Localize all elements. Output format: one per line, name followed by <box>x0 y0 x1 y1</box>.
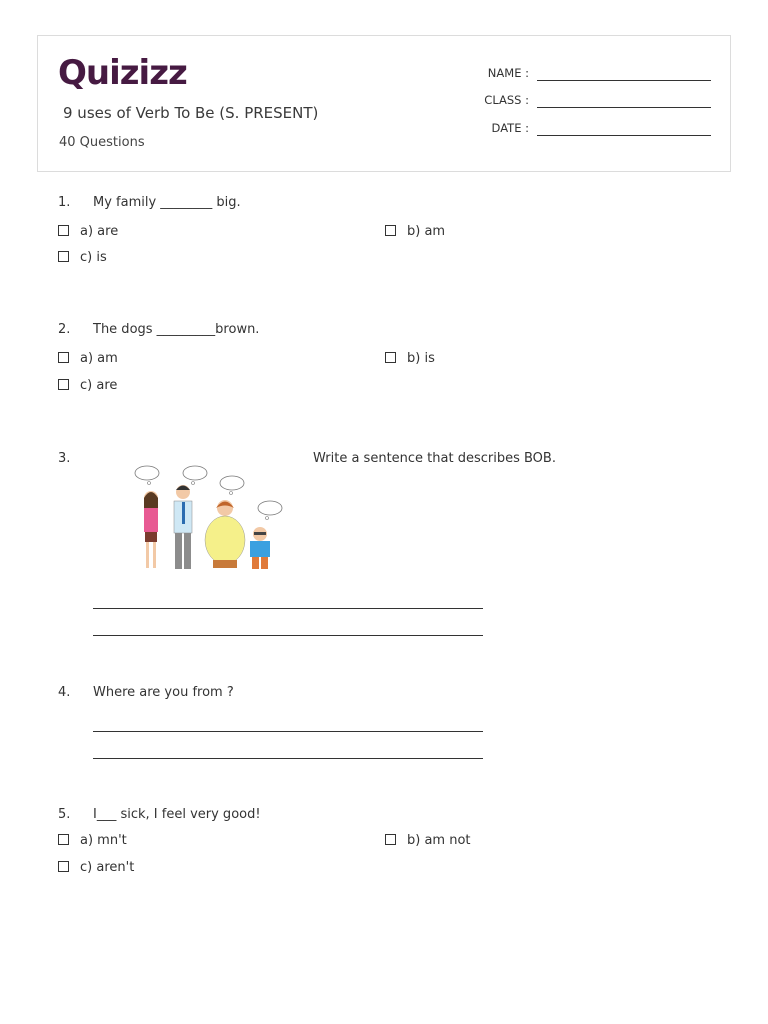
option-a[interactable] <box>58 833 127 848</box>
option-label: b) is <box>407 351 435 366</box>
question-count: 40 Questions <box>59 135 145 150</box>
question-text: Write a sentence that describes BOB. <box>313 451 556 466</box>
option-b[interactable] <box>385 224 445 239</box>
answer-line[interactable] <box>93 758 483 759</box>
checkbox-icon[interactable] <box>58 225 69 236</box>
question-text: I___ sick, I feel very good! <box>93 807 261 822</box>
question-number: 2. <box>58 322 71 337</box>
date-field[interactable] <box>478 121 713 141</box>
question-number: 1. <box>58 195 71 210</box>
question-text: The dogs _________brown. <box>93 322 260 337</box>
checkbox-icon[interactable] <box>58 352 69 363</box>
date-line[interactable] <box>537 135 711 136</box>
quizizz-logo <box>58 54 198 94</box>
answer-line[interactable] <box>93 635 483 636</box>
checkbox-icon[interactable] <box>58 379 69 390</box>
option-a[interactable] <box>58 224 118 239</box>
date-label: DATE : <box>491 121 529 135</box>
option-b[interactable] <box>385 833 471 848</box>
checkbox-icon[interactable] <box>385 352 396 363</box>
option-b[interactable] <box>385 351 435 366</box>
answer-line[interactable] <box>93 608 483 609</box>
name-line[interactable] <box>537 80 711 81</box>
question-number: 4. <box>58 685 71 700</box>
option-label: a) am <box>80 351 118 366</box>
worksheet-header <box>37 35 731 172</box>
class-label: CLASS : <box>484 93 529 107</box>
question-text: My family ________ big. <box>93 195 241 210</box>
answer-line[interactable] <box>93 731 483 732</box>
question-number: 3. <box>58 451 71 466</box>
name-field[interactable] <box>478 66 713 86</box>
option-label: c) aren't <box>80 860 135 875</box>
option-c[interactable] <box>58 250 107 265</box>
option-label: b) am not <box>407 833 471 848</box>
name-label: NAME : <box>487 66 529 80</box>
checkbox-icon[interactable] <box>58 861 69 872</box>
option-label: b) am <box>407 224 446 239</box>
checkbox-icon[interactable] <box>385 225 396 236</box>
option-label: a) are <box>80 224 119 239</box>
family-illustration-image <box>107 448 297 576</box>
question-number: 5. <box>58 807 71 822</box>
class-field[interactable] <box>478 93 713 113</box>
option-c[interactable] <box>58 378 117 393</box>
option-label: c) is <box>80 250 107 265</box>
quiz-title: 9 uses of Verb To Be (S. PRESENT) <box>63 104 319 122</box>
class-line[interactable] <box>537 107 711 108</box>
option-c[interactable] <box>58 860 134 875</box>
option-label: c) are <box>80 378 118 393</box>
question-text: Where are you from ? <box>93 685 234 700</box>
option-a[interactable] <box>58 351 118 366</box>
option-label: a) mn't <box>80 833 127 848</box>
checkbox-icon[interactable] <box>385 834 396 845</box>
svg-text:Quizizz: Quizizz <box>58 54 187 93</box>
checkbox-icon[interactable] <box>58 834 69 845</box>
checkbox-icon[interactable] <box>58 251 69 262</box>
